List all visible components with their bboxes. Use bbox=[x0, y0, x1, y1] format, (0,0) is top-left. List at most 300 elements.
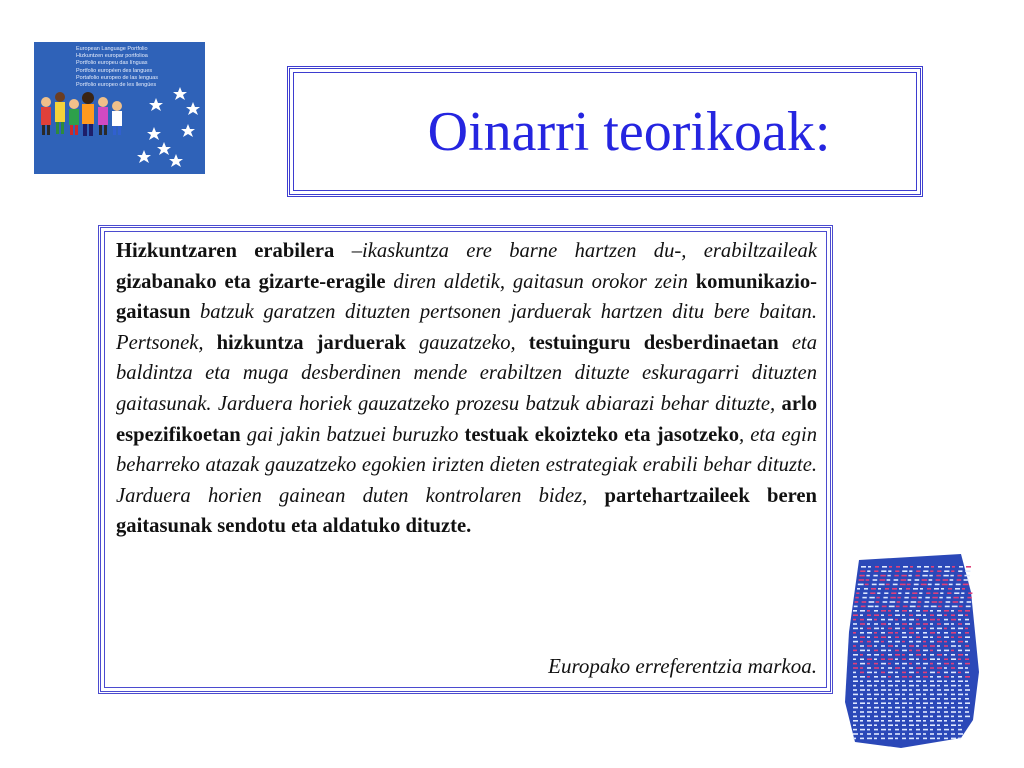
inscription-glyph bbox=[965, 658, 969, 660]
inscription-glyph bbox=[902, 676, 907, 678]
inscription-glyph bbox=[853, 694, 858, 696]
inscription-glyph bbox=[908, 579, 912, 581]
inscription-glyph bbox=[903, 566, 908, 568]
inscription-glyph bbox=[916, 738, 919, 740]
inscription-glyph bbox=[866, 579, 870, 581]
inscription-glyph bbox=[930, 610, 933, 612]
inscription-glyph bbox=[888, 720, 892, 722]
inscription-glyph bbox=[895, 570, 899, 572]
inscription-glyph bbox=[951, 672, 956, 674]
inscription-glyph bbox=[853, 720, 858, 722]
inscription-glyph bbox=[888, 724, 893, 726]
inscription-glyph bbox=[965, 672, 969, 674]
inscription-glyph bbox=[891, 592, 896, 594]
inscription-glyph bbox=[895, 623, 899, 625]
inscription-glyph bbox=[965, 628, 968, 630]
inscription-glyph bbox=[922, 579, 928, 581]
inscription-glyph bbox=[944, 724, 948, 726]
inscription-glyph bbox=[945, 566, 950, 568]
inscription-glyph bbox=[888, 729, 891, 731]
inscription-glyph bbox=[965, 680, 968, 682]
inscription-glyph bbox=[867, 610, 870, 612]
italic-phrase: eta baldintza eta muga desberdinen mende erabiltzen dituzte eskuragarri dituzten gaitasunak. Jarduera horiek gauzatzeko prozesu batzuk abiarazi behar dituzte, bbox=[116, 331, 817, 415]
inscription-glyph bbox=[937, 570, 941, 572]
inscription-glyph bbox=[951, 685, 956, 687]
inscription-glyph bbox=[867, 641, 871, 643]
inscription-glyph bbox=[937, 716, 941, 718]
inscription-glyph bbox=[962, 588, 965, 590]
inscription-glyph bbox=[881, 716, 886, 718]
bold-phrase: testuinguru desberdinaetan bbox=[528, 331, 779, 354]
inscription-glyph bbox=[853, 711, 856, 713]
inscription-glyph bbox=[902, 694, 905, 696]
inscription-glyph bbox=[909, 738, 914, 740]
inscription-glyph bbox=[867, 711, 872, 713]
inscription-glyph bbox=[875, 566, 879, 568]
inscription-glyph bbox=[937, 619, 940, 621]
inscription-glyph bbox=[951, 698, 956, 700]
inscription-glyph bbox=[888, 672, 893, 674]
inscription-glyph bbox=[869, 597, 874, 599]
inscription-glyph bbox=[903, 606, 908, 608]
inscription-glyph bbox=[937, 641, 942, 643]
inscription-glyph bbox=[888, 711, 893, 713]
inscription-glyph bbox=[937, 628, 942, 630]
inscription-glyph bbox=[944, 694, 947, 696]
inscription-glyph bbox=[923, 702, 928, 704]
inscription-glyph bbox=[941, 588, 944, 590]
inscription-glyph bbox=[923, 619, 927, 621]
inscription-glyph bbox=[923, 720, 926, 722]
inscription-glyph bbox=[874, 650, 878, 652]
inscription-glyph bbox=[888, 650, 891, 652]
inscription-glyph bbox=[874, 707, 879, 709]
inscription-glyph bbox=[909, 720, 913, 722]
inscription-glyph bbox=[861, 606, 866, 608]
italic-phrase: batzuk garatzen dituzten pertsonen jarduerak hartzen ditu bere baitan. Pertsonek, bbox=[116, 301, 817, 354]
inscription-glyph bbox=[911, 601, 917, 603]
inscription-glyph bbox=[895, 654, 900, 656]
inscription-glyph bbox=[916, 667, 921, 669]
inscription-glyph bbox=[874, 720, 879, 722]
inscription-glyph bbox=[874, 628, 879, 630]
inscription-glyph bbox=[930, 672, 935, 674]
inscription-glyph bbox=[902, 689, 907, 691]
inscription-glyph bbox=[902, 654, 905, 656]
inscription-glyph bbox=[909, 654, 913, 656]
inscription-glyph bbox=[909, 570, 912, 572]
inscription-glyph bbox=[937, 632, 940, 634]
inscription-glyph bbox=[853, 672, 856, 674]
inscription-glyph bbox=[952, 566, 955, 568]
inscription-glyph bbox=[958, 711, 961, 713]
inscription-glyph bbox=[964, 575, 969, 577]
inscription-glyph bbox=[860, 658, 864, 660]
inscription-glyph bbox=[860, 694, 863, 696]
inscription-glyph bbox=[875, 606, 879, 608]
inscription-glyph bbox=[896, 606, 900, 608]
inscription-glyph bbox=[924, 566, 929, 568]
inscription-glyph bbox=[916, 698, 919, 700]
inscription-glyph bbox=[916, 610, 920, 612]
inscription-glyph bbox=[951, 641, 955, 643]
inscription-glyph bbox=[909, 689, 912, 691]
inscription-glyph bbox=[898, 592, 901, 594]
inscription-glyph bbox=[923, 632, 927, 634]
inscription-glyph bbox=[874, 623, 878, 625]
inscription-glyph bbox=[888, 707, 892, 709]
inscription-glyph bbox=[964, 579, 970, 581]
inscription-glyph bbox=[909, 724, 914, 726]
inscription-glyph bbox=[965, 707, 968, 709]
inscription-glyph bbox=[895, 698, 898, 700]
inscription-glyph bbox=[944, 610, 949, 612]
inscription-glyph bbox=[930, 628, 934, 630]
italic-phrase: , eta egin beharreko atazak gauzatzeko egokien irizten dieten estrategiak erabili behar dituzte. Jarduera horien gainean duten kontrolaren bidez, bbox=[116, 423, 818, 507]
inscription-glyph bbox=[853, 610, 857, 612]
inscription-glyph bbox=[874, 729, 878, 731]
inscription-glyph bbox=[888, 685, 893, 687]
inscription-glyph bbox=[951, 654, 955, 656]
inscription-glyph bbox=[916, 716, 920, 718]
inscription-glyph bbox=[867, 628, 871, 630]
inscription-glyph bbox=[902, 738, 906, 740]
inscription-glyph bbox=[881, 724, 885, 726]
inscription-glyph bbox=[874, 702, 878, 704]
inscription-glyph bbox=[867, 724, 872, 726]
inscription-glyph bbox=[933, 592, 938, 594]
inscription-glyph bbox=[951, 720, 955, 722]
inscription-glyph bbox=[930, 711, 935, 713]
inscription-glyph bbox=[951, 614, 955, 616]
inscription-glyph bbox=[960, 597, 963, 599]
inscription-glyph bbox=[860, 702, 865, 704]
inscription-glyph bbox=[895, 733, 900, 735]
inscription-glyph bbox=[895, 645, 898, 647]
inscription-glyph bbox=[923, 733, 926, 735]
inscription-glyph bbox=[942, 584, 948, 586]
inscription-glyph bbox=[909, 685, 914, 687]
inscription-glyph bbox=[916, 641, 921, 643]
inscription-glyph bbox=[867, 702, 870, 704]
inscription-glyph bbox=[858, 584, 864, 586]
inscription-glyph bbox=[966, 566, 971, 568]
inscription-glyph bbox=[893, 584, 898, 586]
inscription-glyph bbox=[944, 698, 948, 700]
inscription-glyph bbox=[895, 658, 898, 660]
inscription-glyph bbox=[912, 592, 917, 594]
inscription-glyph bbox=[895, 702, 899, 704]
inscription-glyph bbox=[881, 667, 884, 669]
inscription-glyph bbox=[958, 716, 962, 718]
inscription-glyph bbox=[937, 672, 940, 674]
bold-phrase: hizkuntza jarduerak bbox=[216, 331, 406, 354]
inscription-glyph bbox=[867, 663, 870, 665]
inscription-glyph bbox=[965, 632, 969, 634]
inscription-glyph bbox=[935, 584, 940, 586]
inscription-glyph bbox=[944, 707, 947, 709]
inscription-glyph bbox=[860, 636, 865, 638]
inscription-glyph bbox=[860, 650, 865, 652]
inscription-glyph bbox=[909, 729, 912, 731]
inscription-glyph bbox=[909, 672, 914, 674]
inscription-glyph bbox=[965, 663, 970, 665]
inscription-glyph bbox=[874, 680, 879, 682]
inscription-glyph bbox=[879, 584, 885, 586]
inscription-glyph bbox=[916, 650, 920, 652]
inscription-glyph bbox=[951, 663, 954, 665]
inscription-glyph bbox=[968, 592, 972, 594]
inscription-glyph bbox=[948, 588, 952, 590]
inscription-glyph bbox=[895, 610, 899, 612]
inscription-glyph bbox=[881, 680, 884, 682]
inscription-glyph bbox=[951, 628, 955, 630]
inscription-glyph bbox=[913, 588, 918, 590]
inscription-glyph bbox=[930, 667, 934, 669]
inscription-glyph bbox=[870, 592, 875, 594]
inscription-glyph bbox=[904, 601, 909, 603]
inscription-glyph bbox=[874, 689, 878, 691]
inscription-glyph bbox=[881, 733, 884, 735]
inscription-glyph bbox=[881, 707, 884, 709]
inscription-glyph bbox=[874, 716, 878, 718]
inscription-glyph bbox=[853, 667, 858, 669]
inscription-glyph bbox=[860, 720, 863, 722]
inscription-glyph bbox=[853, 628, 858, 630]
inscription-glyph bbox=[944, 632, 948, 634]
inscription-glyph bbox=[909, 650, 912, 652]
inscription-glyph bbox=[883, 597, 887, 599]
inscription-glyph bbox=[860, 716, 865, 718]
inscription-glyph bbox=[860, 711, 864, 713]
inscription-glyph bbox=[890, 601, 896, 603]
inscription-glyph bbox=[909, 716, 912, 718]
inscription-glyph bbox=[880, 575, 885, 577]
inscription-glyph bbox=[853, 689, 857, 691]
inscription-glyph bbox=[944, 733, 947, 735]
inscription-glyph bbox=[958, 632, 961, 634]
inscription-glyph bbox=[902, 619, 906, 621]
inscription-glyph bbox=[886, 584, 890, 586]
inscription-glyph bbox=[874, 614, 879, 616]
inscription-glyph bbox=[881, 685, 885, 687]
inscription-glyph bbox=[944, 720, 947, 722]
inscription-glyph bbox=[868, 606, 874, 608]
inscription-glyph bbox=[916, 645, 919, 647]
inscription-glyph bbox=[944, 685, 948, 687]
inscription-glyph bbox=[853, 680, 858, 682]
inscription-glyph bbox=[867, 654, 871, 656]
portfolio-cover-image bbox=[34, 42, 205, 174]
inscription-glyph bbox=[896, 566, 900, 568]
italic-phrase: diren aldetik, gaitasun orokor zein bbox=[385, 270, 696, 293]
inscription-glyph bbox=[965, 619, 969, 621]
inscription-glyph bbox=[944, 716, 949, 718]
inscription-glyph bbox=[888, 738, 893, 740]
inscription-glyph bbox=[895, 672, 898, 674]
inscription-glyph bbox=[936, 575, 940, 577]
inscription-glyph bbox=[853, 663, 857, 665]
inscription-glyph bbox=[895, 716, 899, 718]
inscription-glyph bbox=[930, 689, 933, 691]
inscription-glyph bbox=[881, 729, 886, 731]
inscription-glyph bbox=[965, 667, 968, 669]
inscription-glyph bbox=[853, 698, 856, 700]
inscription-glyph bbox=[923, 645, 927, 647]
inscription-glyph bbox=[867, 632, 872, 634]
inscription-glyph bbox=[902, 720, 905, 722]
inscription-glyph bbox=[860, 632, 864, 634]
inscription-glyph bbox=[871, 588, 876, 590]
inscription-glyph bbox=[916, 729, 920, 731]
inscription-glyph bbox=[951, 623, 954, 625]
inscription-glyph bbox=[873, 579, 878, 581]
inscription-glyph bbox=[930, 729, 933, 731]
bold-phrase: komunikazio-gaitasun bbox=[116, 270, 817, 324]
inscription-glyph bbox=[901, 575, 906, 577]
inscription-glyph bbox=[881, 654, 884, 656]
inscription-glyph bbox=[867, 623, 870, 625]
inscription-glyph bbox=[853, 641, 858, 643]
inscription-glyph bbox=[965, 694, 968, 696]
inscription-glyph bbox=[867, 694, 871, 696]
inscription-glyph bbox=[888, 628, 892, 630]
inscription-glyph bbox=[923, 663, 928, 665]
inscription-glyph bbox=[880, 579, 886, 581]
inscription-glyph bbox=[860, 724, 864, 726]
inscription-glyph bbox=[888, 654, 892, 656]
inscription-glyph bbox=[873, 575, 877, 577]
inscription-glyph bbox=[881, 702, 886, 704]
inscription-glyph bbox=[947, 592, 951, 594]
inscription-glyph bbox=[883, 601, 888, 603]
inscription-glyph bbox=[944, 738, 948, 740]
inscription-glyph bbox=[895, 628, 900, 630]
inscription-glyph bbox=[909, 694, 913, 696]
inscription-glyph bbox=[918, 601, 922, 603]
inscription-glyph bbox=[965, 698, 969, 700]
inscription-glyph bbox=[855, 597, 858, 599]
inscription-glyph bbox=[963, 584, 969, 586]
inscription-glyph bbox=[867, 733, 871, 735]
inscription-glyph bbox=[881, 645, 885, 647]
inscription-glyph bbox=[951, 610, 954, 612]
portfolio-line: Portafolio europeo de las lenguas bbox=[76, 74, 158, 81]
inscription-glyph bbox=[874, 738, 877, 740]
inscription-glyph bbox=[951, 689, 954, 691]
inscription-glyph bbox=[951, 658, 956, 660]
inscription-glyph bbox=[951, 632, 956, 634]
inscription-glyph bbox=[909, 614, 913, 616]
inscription-glyph bbox=[930, 702, 933, 704]
inscription-glyph bbox=[867, 658, 872, 660]
inscription-glyph bbox=[902, 614, 905, 616]
inscription-glyph bbox=[860, 707, 863, 709]
inscription-glyph bbox=[867, 667, 871, 669]
inscription-glyph bbox=[902, 658, 906, 660]
inscription-glyph bbox=[944, 702, 949, 704]
inscription-glyph bbox=[895, 720, 900, 722]
inscription-glyph bbox=[881, 636, 886, 638]
inscription-glyph bbox=[951, 733, 955, 735]
inscription-glyph bbox=[923, 685, 927, 687]
inscription-glyph bbox=[874, 685, 877, 687]
inscription-glyph bbox=[853, 729, 857, 731]
inscription-glyph bbox=[908, 575, 911, 577]
inscription-glyph bbox=[867, 689, 870, 691]
inscription-glyph bbox=[853, 707, 858, 709]
inscription-glyph bbox=[853, 650, 857, 652]
inscription-glyph bbox=[944, 729, 949, 731]
inscription-glyph bbox=[874, 570, 878, 572]
inscription-glyph bbox=[860, 645, 864, 647]
bold-phrase: gizabanako eta gizarte-eragile bbox=[116, 270, 386, 293]
inscription-glyph bbox=[853, 636, 857, 638]
inscription-glyph bbox=[860, 610, 865, 612]
inscription-glyph bbox=[930, 650, 933, 652]
inscription-glyph bbox=[958, 698, 961, 700]
inscription-glyph bbox=[937, 724, 940, 726]
inscription-glyph bbox=[938, 606, 942, 608]
inscription-glyph bbox=[944, 689, 949, 691]
inscription-glyph bbox=[953, 597, 958, 599]
inscription-glyph bbox=[958, 619, 961, 621]
inscription-glyph bbox=[899, 588, 902, 590]
inscription-glyph bbox=[874, 641, 879, 643]
inscription-glyph bbox=[965, 711, 969, 713]
inscription-glyph bbox=[874, 663, 878, 665]
inscription-glyph bbox=[927, 588, 931, 590]
inscription-glyph bbox=[881, 619, 885, 621]
inscription-glyph bbox=[867, 716, 870, 718]
inscription-glyph bbox=[920, 588, 923, 590]
inscription-glyph bbox=[946, 597, 950, 599]
inscription-glyph bbox=[955, 588, 960, 590]
inscription-glyph bbox=[860, 654, 863, 656]
inscription-glyph bbox=[916, 689, 920, 691]
inscription-glyph bbox=[895, 663, 899, 665]
inscription-glyph bbox=[881, 623, 886, 625]
inscription-glyph bbox=[944, 614, 947, 616]
inscription-glyph bbox=[951, 711, 956, 713]
inscription-glyph bbox=[895, 694, 900, 696]
inscription-glyph bbox=[939, 601, 943, 603]
inscription-glyph bbox=[937, 663, 941, 665]
portfolio-line: Hizkuntzen europar portfolioa bbox=[76, 53, 148, 60]
inscription-glyph bbox=[900, 584, 906, 586]
inscription-glyph bbox=[881, 698, 885, 700]
inscription-glyph bbox=[944, 711, 948, 713]
inscription-glyph bbox=[856, 592, 859, 594]
inscription-glyph bbox=[909, 610, 912, 612]
inscription-glyph bbox=[902, 636, 907, 638]
inscription-glyph bbox=[953, 601, 959, 603]
inscription-glyph bbox=[853, 623, 857, 625]
inscription-glyph bbox=[937, 733, 942, 735]
inscription-glyph bbox=[874, 724, 877, 726]
inscription-glyph bbox=[874, 733, 879, 735]
inscription-glyph bbox=[951, 716, 954, 718]
inscription-glyph bbox=[931, 566, 934, 568]
inscription-glyph bbox=[881, 610, 886, 612]
inscription-glyph bbox=[944, 623, 949, 625]
italic-phrase: gauzatzeko, bbox=[405, 331, 529, 354]
inscription-glyph bbox=[895, 738, 898, 740]
inscription-glyph bbox=[909, 702, 912, 704]
inscription-glyph bbox=[881, 641, 884, 643]
inscription-glyph bbox=[860, 641, 863, 643]
portfolio-line: European Language Portfolio bbox=[76, 46, 148, 52]
